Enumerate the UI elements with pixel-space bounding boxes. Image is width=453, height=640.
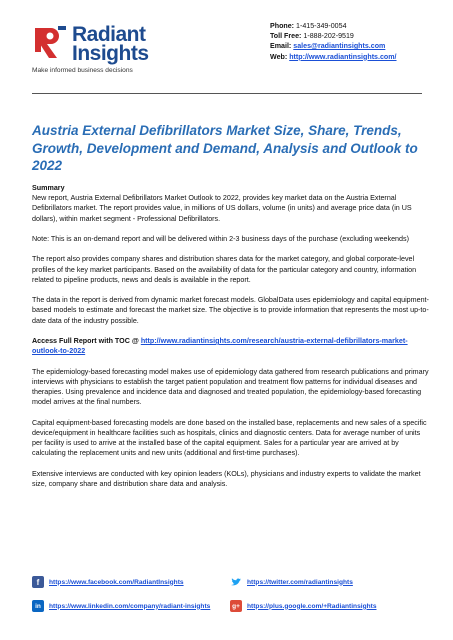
web-row: Web: http://www.radiantinsights.com/ [270, 52, 397, 61]
google-plus-item [230, 600, 377, 612]
paragraph-interviews: Extensive interviews are conducted with key opinion leaders (KOLs), physicians and industry experts to validate the market size, company share and distribution share data and analysis. [32, 469, 421, 488]
tollfree-row: Toll Free: 1-888-202-9519 [270, 32, 354, 41]
access-label: Access Full Report with TOC @ [32, 336, 141, 345]
facebook-item [32, 576, 184, 588]
contact-block [270, 21, 397, 62]
paragraph-intro: New report, Austria External Defibrillators Market Outlook to 2022, provides key market data on the Austria External Defibrillators market. The report provides value, in millions of US dollars, volume (in units) and average price data (in US dollars), within market segment - Professional Defibrillators. [32, 194, 412, 223]
report-body [32, 183, 430, 499]
google-plus-icon[interactable]: g+ [230, 600, 242, 612]
linkedin-link[interactable]: https://www.linkedin.com/company/radiant-insights [49, 602, 211, 610]
report-title: Austria External Defibrillators Market Size, Share, Trends, Growth, Development and Demand, Analysis and Outlook to 2022 [32, 123, 418, 173]
paragraph-data-source: The data in the report is derived from dynamic market forecast models. GlobalData uses epidemiology and capital equipment-based models to estimate and forecast the market size. The objective is to provide information that represents the most up-to-date data of the industry possible. [32, 296, 429, 325]
email-link[interactable]: sales@radiantinsights.com [293, 42, 386, 51]
summary-heading: Summary [32, 184, 65, 192]
logo-text-insights: Insights [72, 42, 149, 65]
radiant-insights-logo [32, 24, 172, 80]
access-report-line [32, 336, 430, 356]
twitter-link[interactable]: https://twitter.com/radiantinsights [247, 578, 353, 586]
twitter-item [230, 576, 353, 588]
logo-text-radiant: Radiant [72, 23, 146, 46]
full-report-link[interactable]: http://www.radiantinsights.com/research/austria-external-defibrillators-market-outlook-to-2022 [32, 336, 408, 356]
google-plus-link[interactable]: https://plus.google.com/+Radiantinsights [247, 602, 377, 610]
website-link[interactable]: http://www.radiantinsights.com/ [289, 52, 397, 61]
linkedin-item [32, 600, 210, 612]
logo-tagline: Make informed business decisions [32, 67, 133, 74]
paragraph-capital-equipment: Capital equipment-based forecasting models are done based on the installed base, replacements and new sales of a specific device/equipment in healthcare facilities such as hospitals, clinics and diagnostic centers. Data for average number of units per facility is used to arrive at the installed base of the capital equipment. Sales for a particular year are arrived at by calculating the replacement units and new units (additional and first-time purchases). [32, 418, 427, 458]
facebook-link[interactable]: https://www.facebook.com/RadiantInsights [49, 578, 184, 586]
tollfree-number: 1-888-202-9519 [303, 32, 354, 41]
logo-mark-icon [32, 24, 68, 60]
paragraph-epidemiology: The epidemiology-based forecasting model makes use of epidemiology data gathered from research publications and primary interviews with physicians to establish the target patient population and treatment flow patterns for individual diseases and therapies. Using prevalence and incidence data and diagnosed and treated population, the epidemiology-based forecasting model arrives at the final numbers. [32, 367, 429, 407]
phone-number: 1-415-349-0054 [296, 22, 347, 30]
social-footer [32, 576, 432, 620]
header-divider [32, 93, 422, 94]
twitter-icon[interactable] [230, 576, 242, 588]
email-row: Email: sales@radiantinsights.com [270, 42, 386, 51]
facebook-icon[interactable]: f [32, 576, 44, 588]
paragraph-note: Note: This is an on-demand report and will be delivered within 2-3 business days of the purchase (excluding weekends) [32, 235, 409, 243]
phone-row: Phone: 1-415-349-0054 [270, 22, 347, 30]
paragraph-company-shares: The report also provides company shares and distribution shares data for the market category, and global corporate-level profiles of the key market participants. Based on the availability of data for the particular category and country, information related to pipeline products, news and deals is available in the report. [32, 255, 417, 284]
linkedin-icon[interactable]: in [32, 600, 44, 612]
